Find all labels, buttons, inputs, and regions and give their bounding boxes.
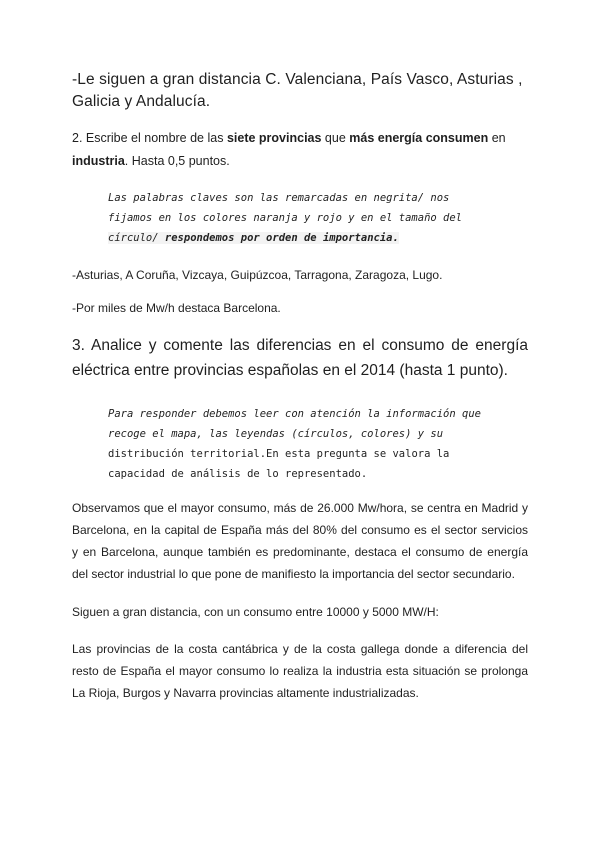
question-2-text: . Hasta 0,5 puntos. <box>124 154 230 168</box>
observation-paragraph <box>72 497 528 585</box>
hint-period: . <box>392 232 399 244</box>
question-2-bold: industria <box>72 154 125 168</box>
answer-provinces: -Asturias, A Coruña, Vizcaya, Guipúzcoa, Tarragona, Zaragoza, Lugo. <box>72 268 443 282</box>
observation-line: del sector industrial lo que pone de manifiesto la importancia del sector secundario. <box>72 567 515 581</box>
question-2-text: 2. Escribe el nombre de las <box>72 131 227 145</box>
hint-line: fijamos en los colores naranja y rojo y en el tamaño del <box>108 212 463 224</box>
question-3-line: eléctrica entre provincias españolas en el 2014 (hasta 1 punto). <box>72 362 508 379</box>
observation-line: Observamos que el mayor consumo, más de 26.000 Mw/hora, se centra en Madrid y <box>72 501 528 515</box>
hint-box-2 <box>108 404 508 484</box>
question-3 <box>72 333 528 383</box>
hint-line: capacidad de análisis de lo representado. <box>108 468 368 480</box>
hint-line: Las palabras claves son las remarcadas en negrita/ nos <box>108 192 450 204</box>
cantabric-line: resto de España el mayor consumo lo realiza la industria esta situación se prolonga <box>72 664 528 678</box>
question-2 <box>72 127 528 173</box>
hint-bold: respondemos por orden de importancia <box>164 232 393 244</box>
hint-text: círculo/ <box>108 232 165 244</box>
hint-box-1 <box>108 188 508 248</box>
following-paragraph: Siguen a gran distancia, con un consumo entre 10000 y 5000 MW/H: <box>72 605 439 619</box>
hint-line <box>108 444 508 464</box>
question-2-bold: siete provincias <box>226 131 322 145</box>
question-3-line: 3. Analice y comente las diferencias en el consumo de energía <box>72 337 528 354</box>
hint-line: recoge el mapa, las leyendas (círculos, colores) y su <box>108 428 444 440</box>
observation-line: y en Barcelona, aunque también es predominante, destaca el consumo de energía <box>72 545 528 559</box>
hint-text: En esta pregunta se valora la <box>266 448 450 460</box>
question-2-text: en <box>488 131 506 145</box>
question-2-bold: más energía consumen <box>349 131 489 145</box>
hint-line <box>108 228 508 248</box>
lead-paragraph: -Le siguen a gran distancia C. Valenciana, País Vasco, Asturias , Galicia y Andalucía. <box>72 71 523 110</box>
hint-line: Para responder debemos leer con atención la información que <box>108 408 481 420</box>
answer-barcelona: -Por miles de Mw/h destaca Barcelona. <box>72 301 281 315</box>
observation-line: Barcelona, en la capital de España más del 80% del consumo es el sector servicios <box>72 523 528 537</box>
cantabric-line: Las provincias de la costa cantábrica y de la costa gallega donde a diferencia del <box>72 642 528 656</box>
question-2-text: que <box>321 131 350 145</box>
cantabric-line: La Rioja, Burgos y Navarra provincias altamente industrializadas. <box>72 686 419 700</box>
cantabric-paragraph <box>72 638 528 704</box>
hint-text: distribución territorial. <box>108 448 267 460</box>
